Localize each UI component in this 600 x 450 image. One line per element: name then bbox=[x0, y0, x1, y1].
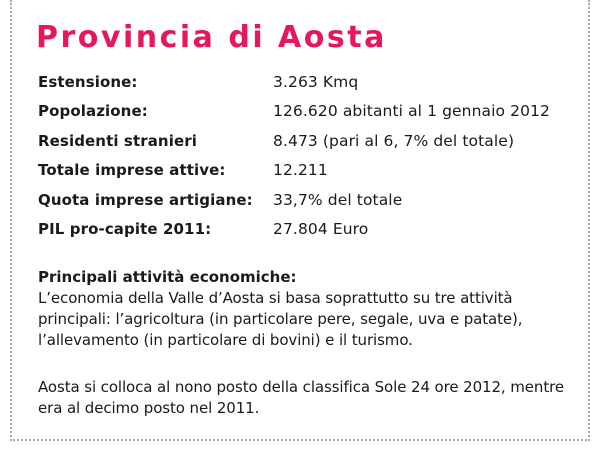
page-title: Provincia di Aosta bbox=[36, 20, 387, 55]
fact-row-pil-pro-capite bbox=[38, 215, 578, 245]
fact-row-imprese-attive bbox=[38, 156, 578, 186]
facts-list bbox=[38, 67, 578, 244]
fact-label: Popolazione: bbox=[38, 102, 148, 121]
fact-row-residenti-stranieri bbox=[38, 126, 578, 156]
ranking-paragraph: Aosta si colloca al nono posto della classifica Sole 24 ore 2012, mentre era al decimo posto nel 2011. bbox=[38, 378, 564, 417]
fact-label: Totale imprese attive: bbox=[38, 161, 226, 180]
fact-label: Quota imprese artigiane: bbox=[38, 190, 253, 209]
fact-row-popolazione bbox=[38, 97, 578, 127]
fact-label: Estensione: bbox=[38, 72, 138, 91]
fact-value: 27.804 Euro bbox=[273, 220, 369, 239]
fact-label: Residenti stranieri bbox=[38, 131, 197, 150]
economy-section bbox=[38, 266, 583, 351]
fact-row-imprese-artigiane bbox=[38, 185, 578, 215]
fact-value: 8.473 (pari al 6, 7% del totale) bbox=[273, 131, 515, 150]
economy-heading: Principali attività economiche: bbox=[38, 268, 297, 286]
fact-value: 33,7% del totale bbox=[273, 190, 403, 209]
fact-value: 126.620 abitanti al 1 gennaio 2012 bbox=[273, 102, 550, 121]
fact-value: 3.263 Kmq bbox=[273, 72, 359, 91]
economy-paragraph: L’economia della Valle d’Aosta si basa soprattutto su tre attività principali: l’agricoltura (in particolare pere, segale, uva e patate), l’allevamento (in particolare di bovini) e il turismo. bbox=[38, 289, 523, 349]
fact-row-estensione bbox=[38, 67, 578, 97]
fact-value: 12.211 bbox=[273, 161, 328, 180]
fact-label: PIL pro-capite 2011: bbox=[38, 220, 212, 239]
